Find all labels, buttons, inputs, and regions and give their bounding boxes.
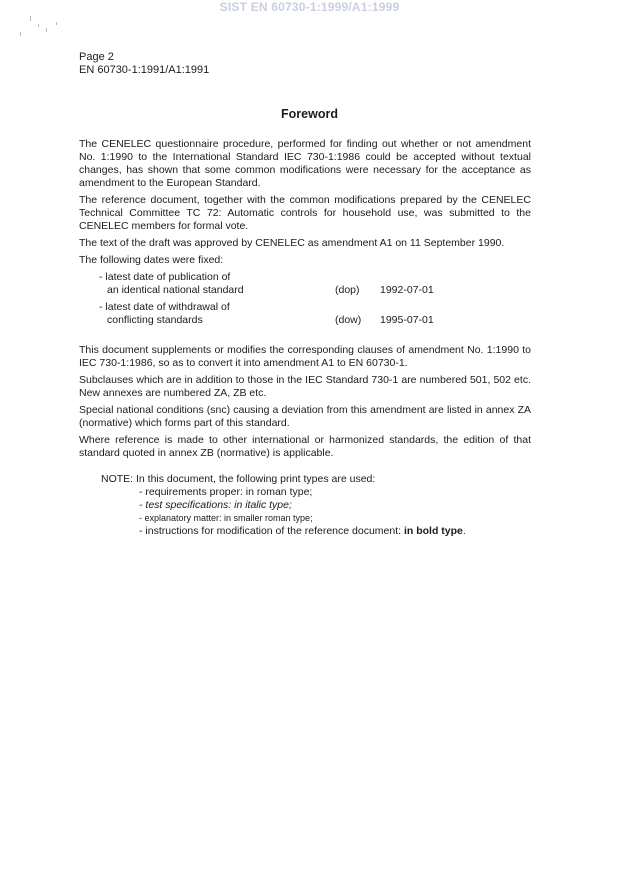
paragraph: Special national conditions (snc) causing a deviation from this amendment are listed in annex ZA (normative) which forms part of this standard. xyxy=(79,404,531,429)
date-label-line: conflicting standards xyxy=(107,314,203,326)
paragraph: The following dates were fixed: xyxy=(79,254,224,266)
print-types-note xyxy=(101,473,531,538)
dates-list xyxy=(99,271,531,327)
note-item-bold-suffix: . xyxy=(462,525,466,537)
date-label xyxy=(99,271,335,297)
note-item-bold-text: in bold type xyxy=(403,525,463,537)
watermark: SIST EN 60730-1:1999/A1:1999 xyxy=(219,0,400,14)
note-item-bold-prefix: - instructions for modification of the reference document: xyxy=(139,525,404,537)
paragraph: The reference document, together with the common modifications prepared by the CENELEC Technical Committee TC 72: Automatic controls for household use, was submitted to the CENELEC members for formal vote. xyxy=(79,194,531,232)
page-title: Foreword xyxy=(281,107,338,121)
paragraph: The CENELEC questionnaire procedure, performed for finding out whether or not amendment No. 1:1990 to the International Standard IEC 730-1:1986 could be accepted without textual changes, has shown that some common modifications were necessary for the acceptance as amendment to the European Standard. xyxy=(79,138,531,189)
date-label-line: - latest date of publication of xyxy=(99,271,231,283)
document-id: EN 60730-1:1991/A1:1991 xyxy=(79,64,210,76)
paragraph: This document supplements or modifies the corresponding clauses of amendment No. 1:1990 to IEC 730-1:1986, so as to convert it into amendment A1 to EN 60730-1. xyxy=(79,344,531,369)
date-label-line: - latest date of withdrawal of xyxy=(99,301,230,313)
date-abbr: (dow) xyxy=(335,314,362,326)
note-items xyxy=(139,486,531,538)
paragraph: Where reference is made to other international or harmonized standards, the edition of that standard quoted in annex ZB (normative) is applicable. xyxy=(79,434,531,459)
scan-specks xyxy=(16,12,76,42)
page-header xyxy=(79,51,209,77)
note-item-italic: - test specifications: in italic type; xyxy=(139,499,292,511)
date-label-line: an identical national standard xyxy=(107,284,244,296)
date-row-dow xyxy=(99,301,531,327)
page-number: Page 2 xyxy=(79,51,114,63)
date-row-dop xyxy=(99,271,531,297)
note-intro: NOTE: In this document, the following print types are used: xyxy=(101,473,376,485)
note-item-roman: - requirements proper: in roman type; xyxy=(139,486,313,498)
foreword-body xyxy=(79,138,531,538)
date-label xyxy=(99,301,335,327)
paragraph: The text of the draft was approved by CENELEC as amendment A1 on 11 September 1990. xyxy=(79,237,505,249)
note-item-bold xyxy=(139,525,531,538)
date-value: 1992-07-01 xyxy=(380,284,434,296)
date-value: 1995-07-01 xyxy=(380,314,434,326)
note-item-small: - explanatory matter: in smaller roman type; xyxy=(139,513,313,523)
paragraph: Subclauses which are in addition to those in the IEC Standard 730-1 are numbered 501, 502 etc. New annexes are numbered ZA, ZB etc. xyxy=(79,374,531,399)
date-abbr: (dop) xyxy=(335,284,360,296)
